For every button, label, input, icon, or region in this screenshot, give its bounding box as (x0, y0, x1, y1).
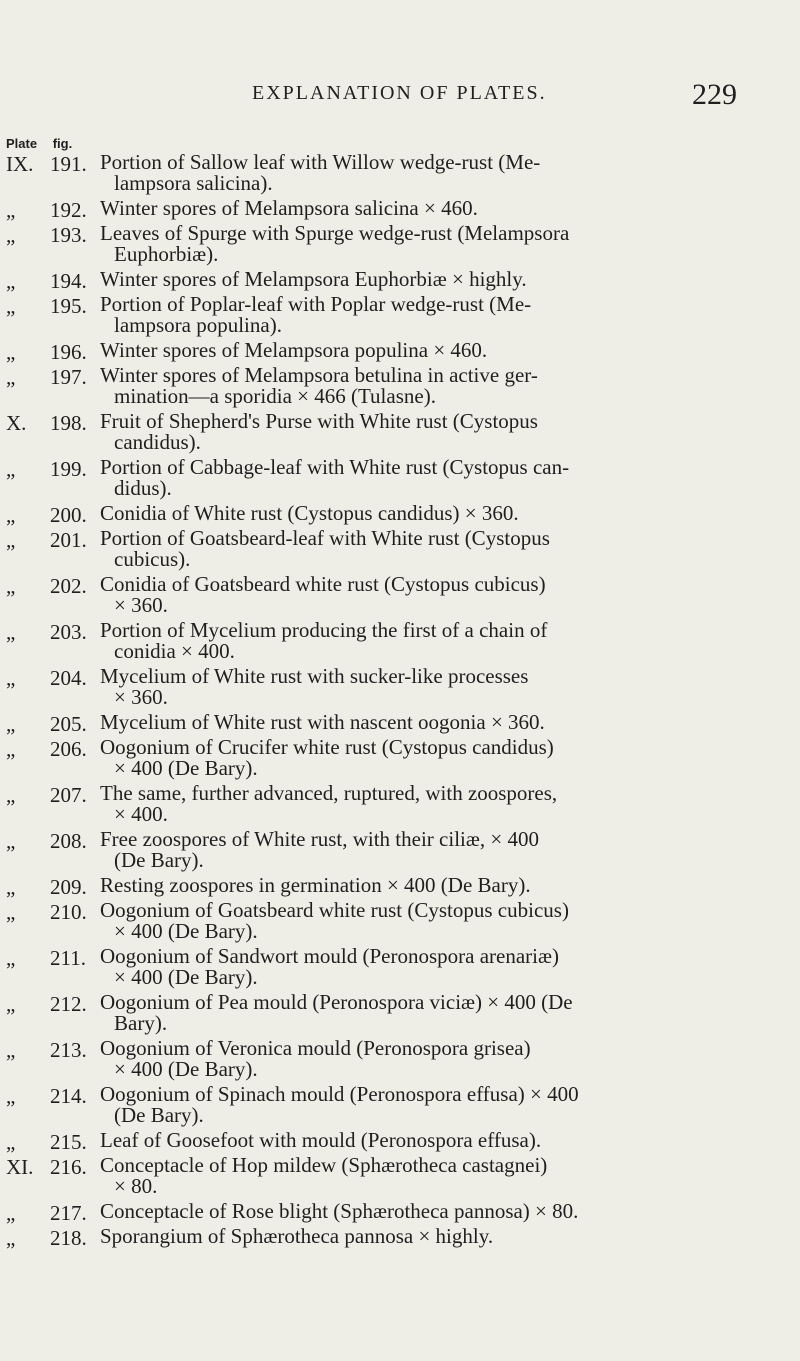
entry-line-1: Conidia of Goatsbeard white rust (Cystopus cubicus) (100, 572, 546, 596)
figure-number: 216. (50, 1155, 87, 1179)
figure-number: 211. (50, 946, 86, 970)
entry-description (100, 1084, 765, 1126)
plate-entry (0, 501, 800, 527)
figure-number: 212. (50, 992, 87, 1016)
entry-description (100, 737, 765, 779)
entry-description (100, 1038, 765, 1080)
figure-number: 209. (50, 875, 87, 899)
page-number: 229 (692, 78, 737, 111)
entry-description (100, 946, 765, 988)
entry-description (100, 457, 765, 499)
plate-entry (0, 946, 800, 988)
figure-number: 191. (50, 152, 87, 176)
plate-number: „ (6, 900, 16, 924)
entry-line-1: Oogonium of Veronica mould (Peronospora grisea) (100, 1036, 531, 1060)
entry-line-2: lampsora populina). (114, 313, 282, 337)
entry-line-2: × 400. (114, 802, 168, 826)
plate-entry (0, 1155, 800, 1197)
entry-line-2: × 400 (De Bary). (114, 1057, 258, 1081)
plate-number: „ (6, 1226, 16, 1250)
plate-number: „ (6, 223, 16, 247)
entry-line-2: lampsora salicina). (114, 171, 273, 195)
figure-number: 196. (50, 340, 87, 364)
entry-description (100, 712, 765, 733)
plate-number: „ (6, 1038, 16, 1062)
plate-entry (0, 196, 800, 222)
entry-line-2: Euphorbiæ). (114, 242, 219, 266)
entry-line-2: Bary). (114, 1011, 168, 1035)
plate-number: XI. (6, 1155, 34, 1179)
figure-number: 218. (50, 1226, 87, 1250)
plate-entry (0, 338, 800, 364)
entry-line-1: Portion of Goatsbeard-leaf with White rust (Cystopus (100, 526, 550, 550)
entry-line-1: Leaf of Goosefoot with mould (Peronospora effusa). (100, 1128, 542, 1152)
figure-number: 198. (50, 411, 87, 435)
entry-line-1: Leaves of Spurge with Spurge wedge-rust (Melampsora (100, 221, 570, 245)
plate-number: „ (6, 1201, 16, 1225)
plate-column-heading: Plate (6, 136, 38, 151)
entry-description (100, 294, 765, 336)
plate-number: „ (6, 1084, 16, 1108)
plate-entry (0, 710, 800, 736)
plate-number: „ (6, 829, 16, 853)
plate-number: „ (6, 365, 16, 389)
entry-line-2: × 400 (De Bary). (114, 965, 258, 989)
entry-line-1: Conceptacle of Hop mildew (Sphærotheca castagnei) (100, 1153, 548, 1177)
figure-number: 210. (50, 900, 87, 924)
entry-line-1: Portion of Sallow leaf with Willow wedge-rust (Me- (100, 150, 541, 174)
entry-line-1: Mycelium of White rust with sucker-like processes (100, 664, 529, 688)
plate-number: „ (6, 666, 16, 690)
entry-line-2: cubicus). (114, 547, 191, 571)
plate-entry (0, 1084, 800, 1126)
entry-line-2: × 80. (114, 1174, 158, 1198)
entry-line-1: Oogonium of Crucifer white rust (Cystopus candidus) (100, 735, 554, 759)
entry-line-2: × 360. (114, 685, 168, 709)
plate-entry (0, 1128, 800, 1154)
entry-description (100, 829, 765, 871)
entry-description (100, 528, 765, 570)
plate-entry (0, 666, 800, 708)
plate-number: X. (6, 411, 27, 435)
figure-number: 203. (50, 620, 87, 644)
plate-entry (0, 1038, 800, 1080)
entry-line-2: (De Bary). (114, 848, 204, 872)
plate-entry (0, 152, 800, 194)
plate-number: „ (6, 457, 16, 481)
entry-description (100, 269, 765, 290)
entry-description (100, 152, 765, 194)
entry-description (100, 620, 765, 662)
entry-line-2: (De Bary). (114, 1103, 204, 1127)
plate-number: „ (6, 503, 16, 527)
entry-description (100, 1226, 765, 1247)
entry-line-1: Winter spores of Melampsora populina × 460. (100, 338, 488, 362)
plate-number: „ (6, 712, 16, 736)
header-title: EXPLANATION OF PLATES. (252, 82, 547, 104)
plate-number: „ (6, 992, 16, 1016)
entry-line-1: Free zoospores of White rust, with their ciliæ, × 400 (100, 827, 539, 851)
plate-entry (0, 900, 800, 942)
figure-number: 213. (50, 1038, 87, 1062)
entry-line-1: Portion of Cabbage-leaf with White rust (Cystopus can- (100, 455, 570, 479)
entry-description (100, 783, 765, 825)
entry-description (100, 340, 765, 361)
entry-line-1: Winter spores of Melampsora salicina × 460. (100, 196, 478, 220)
figure-number: 192. (50, 198, 87, 222)
figure-number: 201. (50, 528, 87, 552)
entry-description (100, 503, 765, 524)
entry-line-2: candidus). (114, 430, 201, 454)
plate-entry (0, 873, 800, 899)
plate-entry (0, 223, 800, 265)
entry-description (100, 198, 765, 219)
plate-entry (0, 620, 800, 662)
entry-line-1: Portion of Poplar-leaf with Poplar wedge-rust (Me- (100, 292, 532, 316)
plate-number: „ (6, 1130, 16, 1154)
plate-number: „ (6, 620, 16, 644)
plate-number: „ (6, 783, 16, 807)
plate-number: „ (6, 875, 16, 899)
plate-number: „ (6, 340, 16, 364)
plate-entry (0, 457, 800, 499)
entry-description (100, 411, 765, 453)
plate-entry (0, 992, 800, 1034)
entry-description (100, 992, 765, 1034)
plate-number: „ (6, 574, 16, 598)
plate-number: „ (6, 198, 16, 222)
plate-number: „ (6, 946, 16, 970)
entry-description (100, 666, 765, 708)
column-headings (6, 136, 84, 151)
entry-description (100, 900, 765, 942)
entry-description (100, 365, 765, 407)
entry-description (100, 875, 765, 896)
plate-entry (0, 411, 800, 453)
figure-number: 195. (50, 294, 87, 318)
plate-number: „ (6, 294, 16, 318)
figure-number: 207. (50, 783, 87, 807)
plate-number: „ (6, 737, 16, 761)
entry-line-2: × 360. (114, 593, 168, 617)
plate-entry (0, 267, 800, 293)
figure-number: 199. (50, 457, 87, 481)
entry-line-2: didus). (114, 476, 172, 500)
entry-line-1: Oogonium of Spinach mould (Peronospora effusa) × 400 (100, 1082, 579, 1106)
entry-description (100, 1155, 765, 1197)
entry-description (100, 574, 765, 616)
entry-description (100, 223, 765, 265)
entry-line-1: Mycelium of White rust with nascent oogonia × 360. (100, 710, 545, 734)
plate-number: „ (6, 528, 16, 552)
figure-number: 217. (50, 1201, 87, 1225)
figure-number: 214. (50, 1084, 87, 1108)
plate-entry (0, 737, 800, 779)
plate-entry (0, 783, 800, 825)
entry-line-1: Oogonium of Goatsbeard white rust (Cystopus cubicus) (100, 898, 569, 922)
entry-line-2: conidia × 400. (114, 639, 235, 663)
entry-line-2: × 400 (De Bary). (114, 919, 258, 943)
entry-line-1: Oogonium of Sandwort mould (Peronospora arenariæ) (100, 944, 559, 968)
entry-line-1: Resting zoospores in germination × 400 (De Bary). (100, 873, 531, 897)
figure-number: 205. (50, 712, 87, 736)
figure-number: 208. (50, 829, 87, 853)
plate-entry (0, 1199, 800, 1225)
plate-entry (0, 829, 800, 871)
entry-line-1: Winter spores of Melampsora betulina in active ger- (100, 363, 538, 387)
figure-number: 200. (50, 503, 87, 527)
figure-number: 194. (50, 269, 87, 293)
plate-number: „ (6, 269, 16, 293)
entry-line-1: Fruit of Shepherd's Purse with White rust (Cystopus (100, 409, 538, 433)
fig-column-heading: fig. (52, 136, 73, 151)
entry-description (100, 1201, 765, 1222)
entry-line-2: mination—a sporidia × 466 (Tulasne). (114, 384, 436, 408)
figure-number: 204. (50, 666, 87, 690)
plate-entry (0, 365, 800, 407)
figure-number: 193. (50, 223, 87, 247)
plate-entry (0, 528, 800, 570)
plate-entry (0, 294, 800, 336)
plate-entry (0, 1224, 800, 1250)
entry-line-1: Winter spores of Melampsora Euphorbiæ × highly. (100, 267, 527, 291)
entry-line-1: Conceptacle of Rose blight (Sphærotheca pannosa) × 80. (100, 1199, 579, 1223)
figure-number: 215. (50, 1130, 87, 1154)
entry-line-1: Portion of Mycelium producing the first of a chain of (100, 618, 548, 642)
entry-line-1: The same, further advanced, ruptured, with zoospores, (100, 781, 558, 805)
plate-entry (0, 574, 800, 616)
figure-number: 206. (50, 737, 87, 761)
figure-number: 202. (50, 574, 87, 598)
entry-description (100, 1130, 765, 1151)
entry-line-1: Sporangium of Sphærotheca pannosa × highly. (100, 1224, 494, 1248)
entry-line-1: Conidia of White rust (Cystopus candidus) × 360. (100, 501, 519, 525)
plate-number: IX. (6, 152, 34, 176)
figure-number: 197. (50, 365, 87, 389)
entry-line-2: × 400 (De Bary). (114, 756, 258, 780)
entry-line-1: Oogonium of Pea mould (Peronospora viciæ) × 400 (De (100, 990, 573, 1014)
